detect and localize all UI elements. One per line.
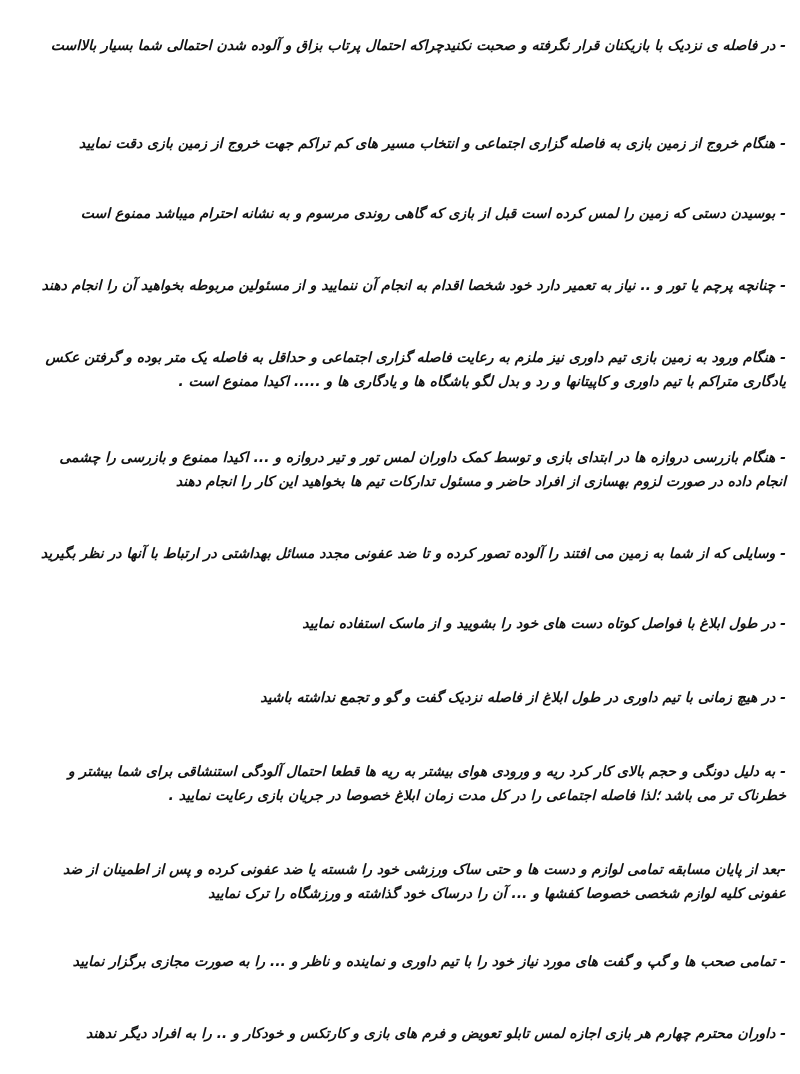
guideline-item-4: - چنانچه پرچم یا تور و .. نیاز به تعمیر دارد خود شخصا اقدام به انجام آن ننمایید و از مسئولین مربوطه بخواهید آن را انجام دهند	[41, 278, 786, 294]
guideline-item-9: - در هیچ زمانی با تیم داوری در طول ابلاغ از فاصله نزدیک گفت و گو و تجمع نداشته باشید	[260, 690, 786, 706]
guideline-item-7: - وسایلی که از شما به زمین می افتند را آلوده تصور کرده و تا ضد عفونی مجدد مسائل بهداشتی در ارتباط با آنها در نظر بگیرید	[40, 546, 786, 562]
guideline-item-2: - هنگام خروج از زمین بازی به فاصله گزاری اجتماعی و انتخاب مسیر های کم تراکم جهت خروج از زمین بازی دقت نمایید	[78, 136, 786, 152]
guideline-item-12: - تمامی صحب ها و گپ و گفت های مورد نیاز خود را با تیم داوری و نماینده و ناظر و ... را به صورت مجازی برگزار نمایید	[72, 954, 786, 970]
guideline-item-3: - بوسیدن دستی که زمین را لمس کرده است قبل از بازی که گاهی روندی مرسوم و به نشانه احترام میباشد ممنوع است	[80, 206, 786, 222]
guideline-item-13: - داوران محترم چهارم هر بازی اجازه لمس تابلو تعویض و فرم های بازی و کارتکس و خودکار و .. را به افراد دیگر ندهند	[85, 1026, 786, 1042]
guideline-item-6: - هنگام بازرسی دروازه ها در ابتدای بازی و توسط کمک داوران لمس تور و تیر دروازه و ... اکیدا ممنوع و بازرسی را چشمی انجام داده در صورت لزوم بهسازی از افراد حاضر و مسئول تدارکات تیم ها بخواهید این کار را انجام دهند	[59, 450, 786, 490]
guideline-item-5: - هنگام ورود به زمین بازی تیم داوری نیز ملزم به رعایت فاصله گزاری اجتماعی و حداقل به فاصله یک متر بوده و گرفتن عکس یادگاری متراکم با تیم داوری و کاپیتانها و رد و بدل لگو باشگاه ها و یادگاری ها و ..... اکیدا ممنوع است .	[45, 350, 786, 390]
guideline-item-11: -بعد از پایان مسابقه تمامی لوازم و دست ها و حتی ساک ورزشی خود را شسته یا ضد عفونی کرده و پس از اطمینان از ضد عفونی کلیه لوازم شخصی خصوصا کفشها و ... آن را درساک خود گذاشته و ورزشگاه را ترک نمایید	[62, 862, 786, 902]
guideline-item-8: - در طول ابلاغ با فواصل کوتاه دست های خود را بشویید و از ماسک استفاده نمایید	[302, 616, 786, 632]
guideline-item-10: - به دلیل دونگی و حجم بالای کار کرد ریه و ورودی هوای بیشتر به ریه ها قطعا احتمال آلودگی استنشاقی برای شما بیشتر و خطرناک تر می باشد ؛لذا فاصله اجتماعی را در کل مدت زمان ابلاغ خصوصا در جریان بازی رعایت نمایید .	[67, 764, 786, 804]
guideline-item-1: - در فاصله ی نزدیک با بازیکنان قرار نگرفته و صحبت نکنیدچراکه احتمال پرتاب بزاق و آلوده شدن احتمالی شما بسیار بالااست	[50, 38, 786, 54]
